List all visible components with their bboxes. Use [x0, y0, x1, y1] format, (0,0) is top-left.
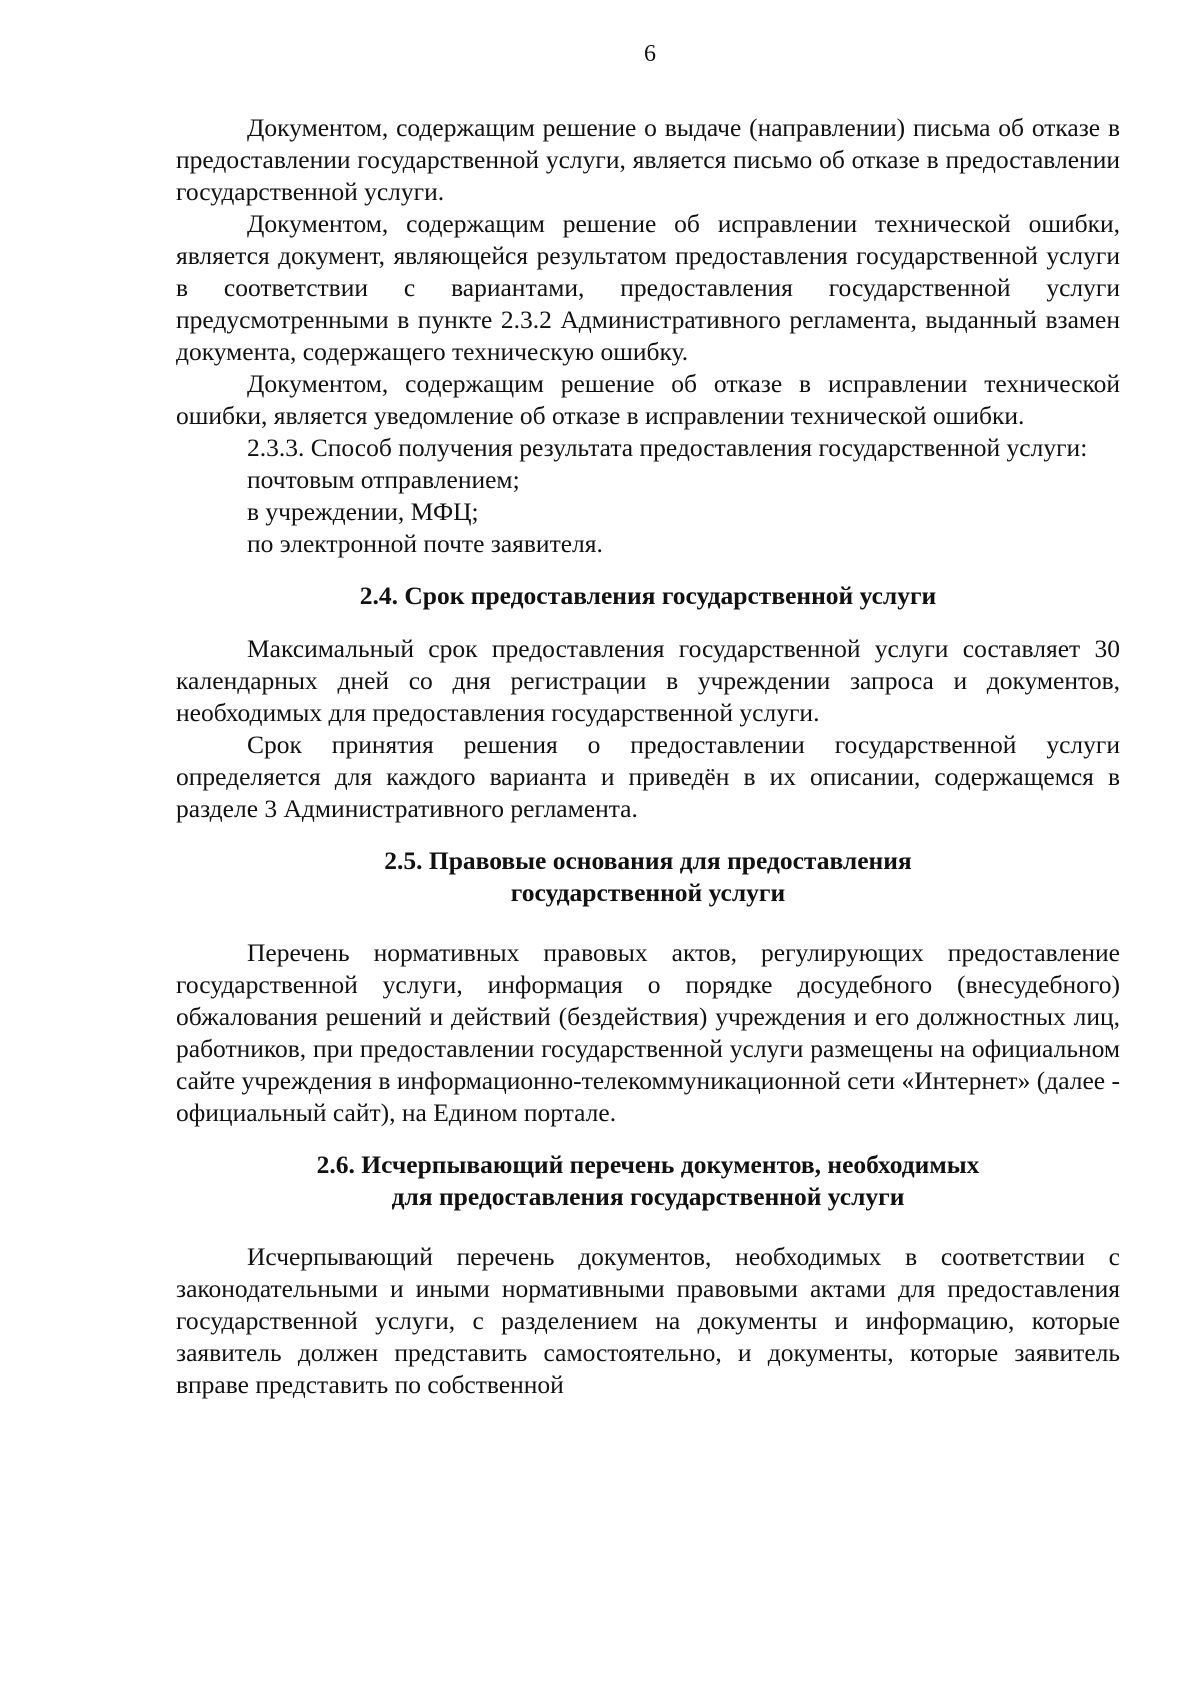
paragraph-legal-acts: Перечень нормативных правовых актов, регулирующих предоставление государственной услуги, информация о порядке досудебного (внесудебного) обжалования решений и действий (бездействия) учреждения и его должностных лиц, работников, при предоставлении государственной услуги размещены на официальном сайте учреждения в информационно-телекоммуникационной сети «Интернет» (далее - официальный сайт), на Едином портале. [176, 938, 1120, 1127]
list-item-postal: почтовым отправлением; [247, 465, 520, 494]
paragraph-result-error-fix: Документом, содержащим решение об исправлении технической ошибки, является документ, являющейся результатом предоставления государственной услуги в соответствии с вариантами, предоставления государственной услуги предусмотренными в пункте 2.3.2 Административного регламента, выданный взамен документа, содержащего техническую ошибку. [176, 209, 1120, 366]
section-heading-2-6 [176, 1149, 1120, 1213]
paragraph-decision-term: Срок принятия решения о предоставлении государственной услуги определяется для каждого варианта и приведён в их описании, содержащемся в разделе 3 Административного регламента. [176, 730, 1120, 823]
section-heading-2-6-line-2: для предоставления государственной услуги [391, 1182, 905, 1211]
paragraph-max-term: Максимальный срок предоставления государственной услуги составляет 30 календарных дней со дня регистрации в учреждении запроса и документов, необходимых для предоставления государственной услуги. [176, 634, 1120, 727]
section-heading-2-5 [176, 845, 1120, 909]
paragraph-result-refusal-letter: Документом, содержащим решение о выдаче (направлении) письма об отказе в предоставлении государственной услуги, является письмо об отказе в предоставлении государственной услуги. [176, 113, 1120, 206]
section-heading-2-4 [176, 580, 1120, 612]
document-body [176, 112, 1120, 1401]
list-item-office: в учреждении, МФЦ; [247, 497, 479, 526]
section-heading-2-6-line-1: 2.6. Исчерпывающий перечень документов, необходимых [316, 1150, 980, 1179]
paragraph-result-error-fix-refusal: Документом, содержащим решение об отказе в исправлении технической ошибки, является уведомление об отказе в исправлении технической ошибки. [176, 369, 1120, 430]
section-heading-2-5-line-1: 2.5. Правовые основания для предоставления [384, 846, 912, 875]
paragraph-result-method: 2.3.3. Способ получения результата предоставления государственной услуги: [247, 433, 1088, 462]
section-heading-2-5-line-2: государственной услуги [510, 878, 786, 907]
list-item-email: по электронной почте заявителя. [247, 529, 603, 558]
page-number: 6 [644, 41, 656, 67]
paragraph-documents-list: Исчерпывающий перечень документов, необходимых в соответствии с законодательными и иными нормативными правовыми актами для предоставления государственной услуги, с разделением на документы и информацию, которые заявитель должен представить самостоятельно, и документы, которые заявитель вправе представить по собственной [176, 1242, 1120, 1399]
section-heading-2-4-text: 2.4. Срок предоставления государственной услуги [359, 581, 937, 610]
